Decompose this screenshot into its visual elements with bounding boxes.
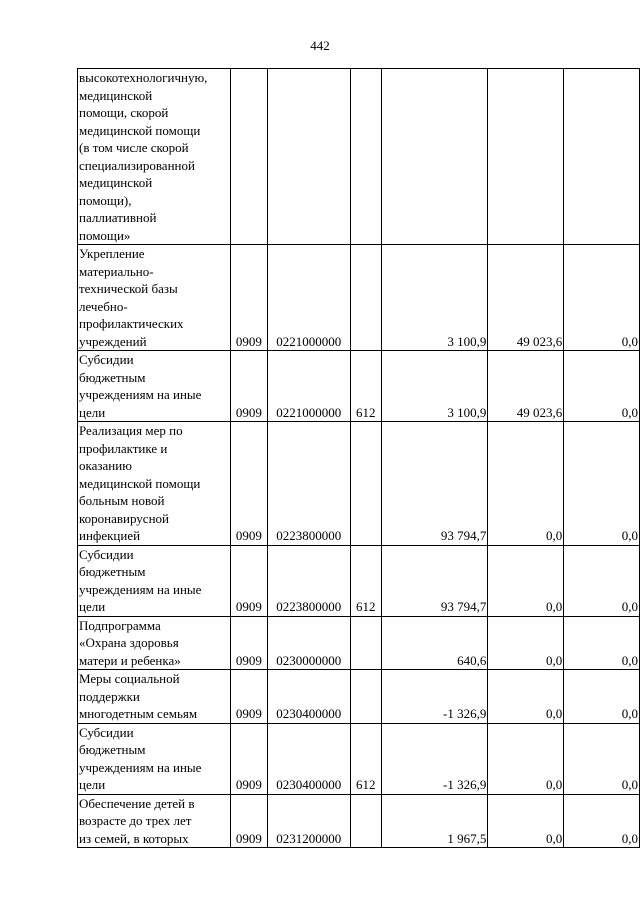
row-name: Субсидии бюджетным учреждениям на иные цели [78, 351, 231, 422]
target-code: 0230400000 [267, 670, 350, 724]
table-row [78, 351, 640, 422]
amount-2 [488, 69, 564, 245]
amount-2: 49 023,6 [488, 351, 564, 422]
section-code: 0909 [230, 794, 267, 848]
row-name: Укрепление материально- технической базы лечебно- профилактических учреждений [78, 245, 231, 351]
row-name: Меры социальной поддержки многодетным семьям [78, 670, 231, 724]
budget-table [77, 68, 640, 848]
amount-2: 0,0 [488, 670, 564, 724]
target-code: 0223800000 [267, 422, 350, 546]
section-code: 0909 [230, 351, 267, 422]
amount-2: 0,0 [488, 422, 564, 546]
target-code: 0230000000 [267, 616, 350, 670]
expense-code: 612 [350, 723, 381, 794]
amount-1: -1 326,9 [381, 670, 488, 724]
table-row [78, 545, 640, 616]
expense-code [350, 422, 381, 546]
amount-1: 93 794,7 [381, 545, 488, 616]
expense-code: 612 [350, 351, 381, 422]
amount-3: 0,0 [564, 670, 640, 724]
amount-2: 0,0 [488, 545, 564, 616]
row-name: Субсидии бюджетным учреждениям на иные цели [78, 545, 231, 616]
section-code: 0909 [230, 245, 267, 351]
expense-code [350, 245, 381, 351]
target-code [267, 69, 350, 245]
amount-2: 0,0 [488, 723, 564, 794]
section-code: 0909 [230, 616, 267, 670]
amount-1: 1 967,5 [381, 794, 488, 848]
row-name: Подпрограмма «Охрана здоровья матери и ребенка» [78, 616, 231, 670]
section-code: 0909 [230, 670, 267, 724]
target-code: 0221000000 [267, 245, 350, 351]
expense-code [350, 69, 381, 245]
amount-3 [564, 69, 640, 245]
table-row [78, 670, 640, 724]
table-row [78, 616, 640, 670]
amount-1: -1 326,9 [381, 723, 488, 794]
row-name: высокотехнологичную, медицинской помощи, скорой медицинской помощи (в том числе скорой специализированной медицинской помощи), паллиативной помощи» [78, 69, 231, 245]
page-number: 442 [310, 38, 330, 53]
table-row [78, 69, 640, 245]
section-code [230, 69, 267, 245]
budget-table-body [78, 69, 640, 848]
target-code: 0221000000 [267, 351, 350, 422]
expense-code [350, 670, 381, 724]
amount-2: 0,0 [488, 616, 564, 670]
amount-1: 3 100,9 [381, 245, 488, 351]
amount-2: 49 023,6 [488, 245, 564, 351]
amount-3: 0,0 [564, 422, 640, 546]
row-name: Реализация мер по профилактике и оказанию медицинской помощи больным новой коронавирусной инфекцией [78, 422, 231, 546]
target-code: 0223800000 [267, 545, 350, 616]
target-code: 0231200000 [267, 794, 350, 848]
amount-3: 0,0 [564, 245, 640, 351]
section-code: 0909 [230, 422, 267, 546]
amount-1: 3 100,9 [381, 351, 488, 422]
target-code: 0230400000 [267, 723, 350, 794]
amount-1: 93 794,7 [381, 422, 488, 546]
expense-code [350, 616, 381, 670]
section-code: 0909 [230, 723, 267, 794]
table-row [78, 723, 640, 794]
row-name: Обеспечение детей в возрасте до трех лет из семей, в которых [78, 794, 231, 848]
amount-3: 0,0 [564, 351, 640, 422]
amount-3: 0,0 [564, 723, 640, 794]
amount-1 [381, 69, 488, 245]
table-row [78, 422, 640, 546]
expense-code: 612 [350, 545, 381, 616]
table-row [78, 245, 640, 351]
amount-3: 0,0 [564, 616, 640, 670]
table-row [78, 794, 640, 848]
amount-1: 640,6 [381, 616, 488, 670]
section-code: 0909 [230, 545, 267, 616]
amount-3: 0,0 [564, 794, 640, 848]
amount-2: 0,0 [488, 794, 564, 848]
amount-3: 0,0 [564, 545, 640, 616]
row-name: Субсидии бюджетным учреждениям на иные цели [78, 723, 231, 794]
expense-code [350, 794, 381, 848]
